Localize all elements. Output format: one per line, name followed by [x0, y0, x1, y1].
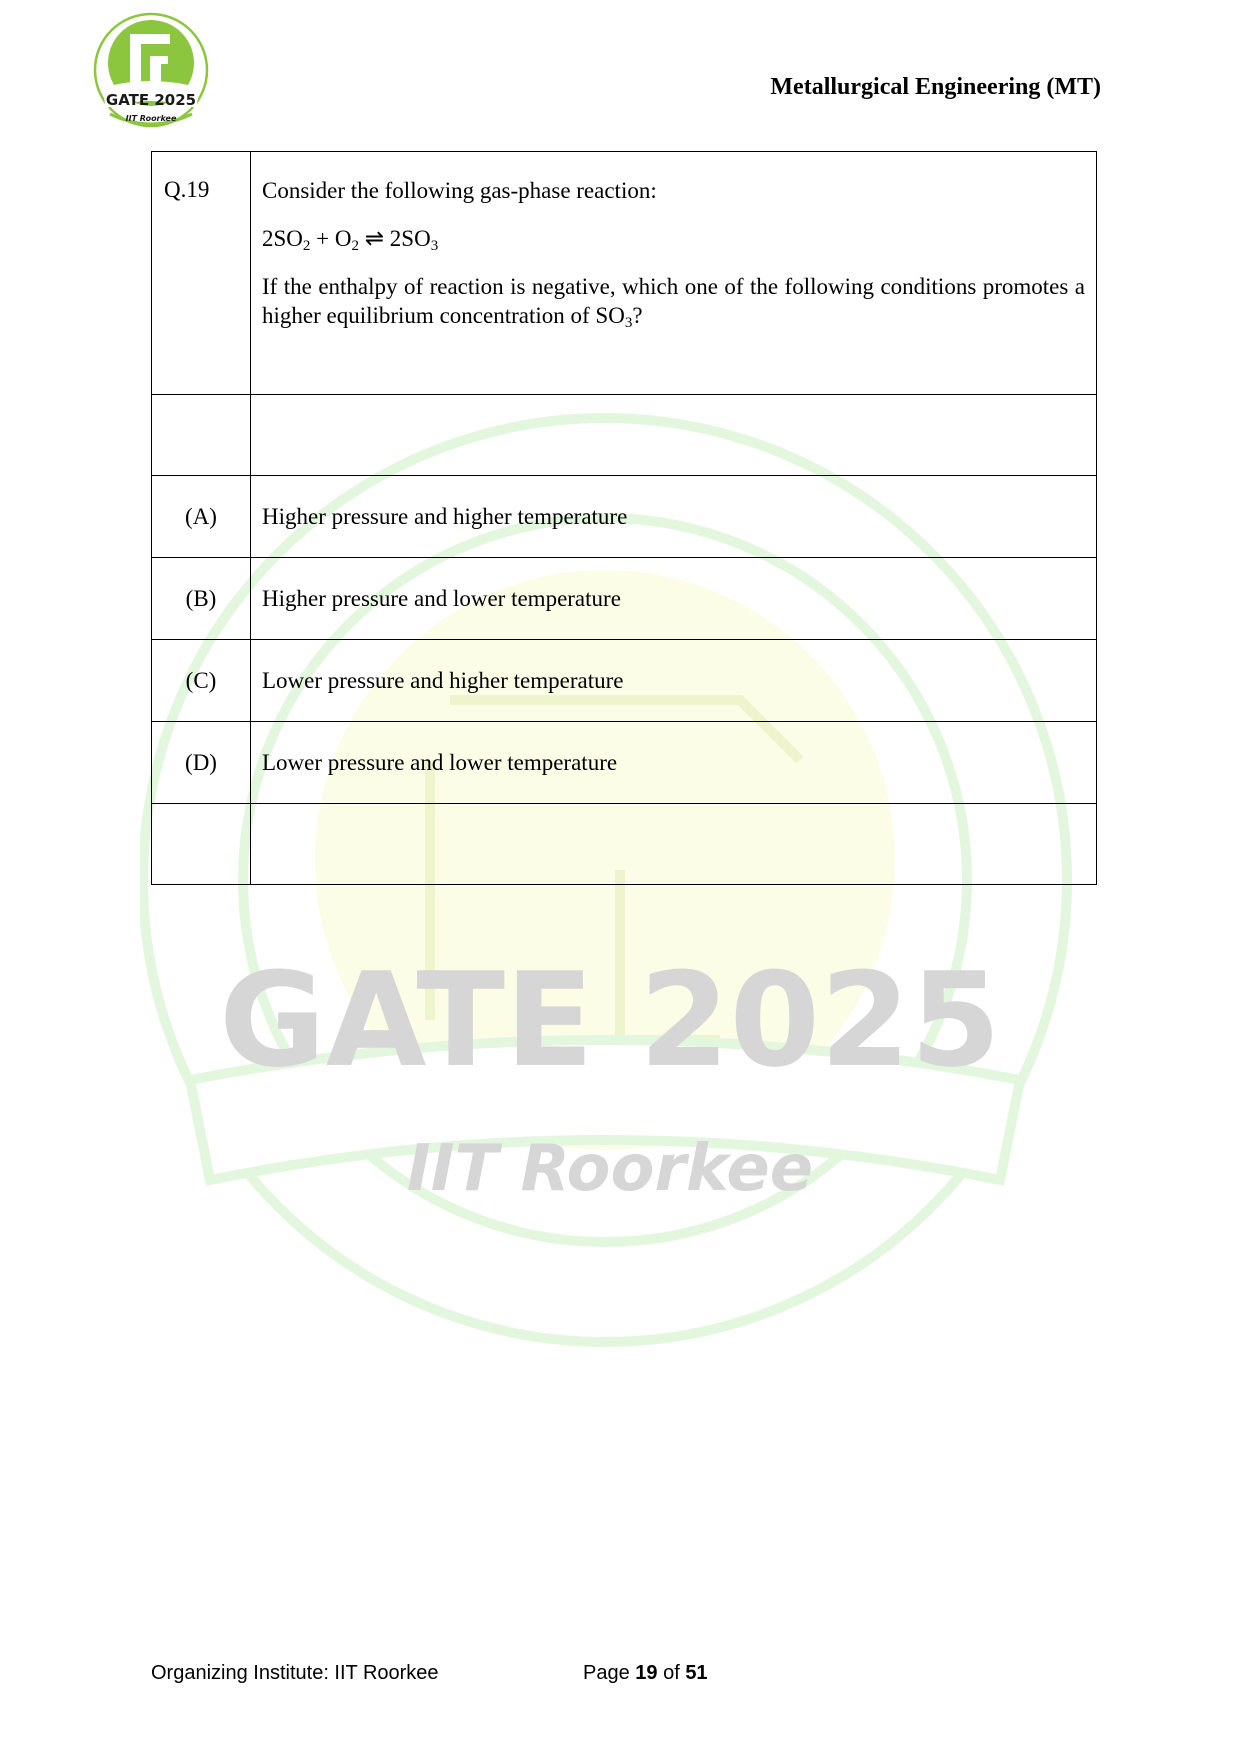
question-table [151, 151, 1097, 885]
option-row-a[interactable] [152, 476, 1097, 558]
option-text: Higher pressure and higher temperature [251, 476, 1097, 558]
option-label: (D) [152, 722, 251, 804]
logo-subtitle: IIT Roorkee [125, 114, 177, 123]
option-row-d[interactable] [152, 722, 1097, 804]
option-row-c[interactable] [152, 640, 1097, 722]
footer-organizer: Organizing Institute: IIT Roorkee [151, 1662, 439, 1684]
question-stem [251, 152, 1097, 395]
option-label: (B) [152, 558, 251, 640]
blank-row [152, 395, 1097, 476]
watermark-title: GATE 2025 [219, 944, 1001, 1096]
option-text: Lower pressure and lower temperature [251, 722, 1097, 804]
reaction-equation: $2SO_2 + O_2$ ⇌ $2SO_3$ [262, 226, 439, 254]
gate-2025-logo [88, 8, 214, 134]
logo-title: GATE 2025 [105, 91, 197, 109]
option-text: Lower pressure and higher temperature [251, 640, 1097, 722]
stem-question: If the enthalpy of reaction is negative, which one of the following conditions promotes a higher equilibrium concentration of $SO_3$? [262, 274, 1085, 331]
option-label: (A) [152, 476, 251, 558]
paper-title: Metallurgical Engineering (MT) [770, 74, 1101, 100]
stem-intro: Consider the following gas-phase reaction: [262, 178, 657, 203]
option-row-b[interactable] [152, 558, 1097, 640]
watermark-subtitle: IIT Roorkee [406, 1132, 814, 1206]
blank-row [152, 804, 1097, 885]
option-text: Higher pressure and lower temperature [251, 558, 1097, 640]
question-row [152, 152, 1097, 395]
footer-page-number: Page 19 of 51 [583, 1662, 708, 1684]
question-number: Q.19 [152, 152, 251, 395]
option-label: (C) [152, 640, 251, 722]
